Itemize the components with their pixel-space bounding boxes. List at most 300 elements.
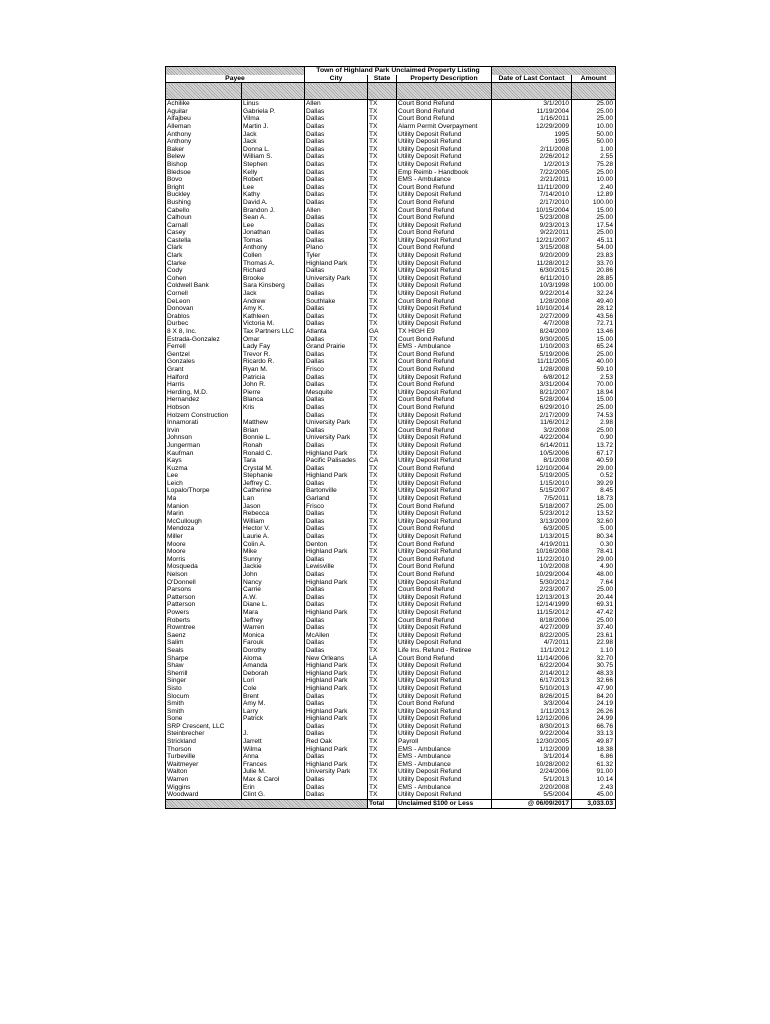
table-row — [166, 579, 616, 587]
amount-cell: 15.00 — [572, 396, 616, 404]
table-row — [166, 404, 616, 412]
amount-cell: 45.11 — [572, 237, 616, 245]
payee-first-name: Warren — [242, 624, 305, 632]
date-cell: 12/10/2004 — [492, 465, 572, 473]
state-cell: TX — [368, 169, 397, 177]
city-cell: Dallas — [305, 533, 368, 541]
payee-first-name: Blanca — [242, 396, 305, 404]
table-row — [166, 480, 616, 488]
payee-first-name: Amy K. — [242, 305, 305, 313]
payee-first-name: Aloma — [242, 655, 305, 663]
amount-cell: 66.76 — [572, 723, 616, 731]
description-cell: Court Bond Refund — [397, 404, 492, 412]
date-cell: 8/30/2013 — [492, 723, 572, 731]
state-cell: TX — [368, 396, 397, 404]
state-cell: TX — [368, 639, 397, 647]
amount-cell: 25.00 — [572, 427, 616, 435]
table-row — [166, 624, 616, 632]
state-cell: TX — [368, 533, 397, 541]
table-row — [166, 693, 616, 701]
state-cell: TX — [368, 115, 397, 123]
table-row — [166, 784, 616, 792]
state-cell: TX — [368, 768, 397, 776]
payee-last-name: Gentzel — [166, 351, 242, 359]
date-cell: 7/14/2010 — [492, 191, 572, 199]
payee-first-name: Lady Fay — [242, 343, 305, 351]
state-cell: TX — [368, 389, 397, 397]
table-row — [166, 290, 616, 298]
amount-cell: 13.46 — [572, 328, 616, 336]
amount-cell: 69.31 — [572, 601, 616, 609]
state-cell: TX — [368, 146, 397, 154]
date-cell: 1/12/2009 — [492, 746, 572, 754]
date-cell: 11/14/2006 — [492, 655, 572, 663]
payee-last-name: McCullough — [166, 518, 242, 526]
description-cell: Utility Deposit Refund — [397, 670, 492, 678]
state-cell: TX — [368, 510, 397, 518]
amount-cell: 65.24 — [572, 343, 616, 351]
city-cell: Dallas — [305, 161, 368, 169]
table-row — [166, 586, 616, 594]
table-row — [166, 320, 616, 328]
amount-cell: 33.70 — [572, 260, 616, 268]
description-cell: Utility Deposit Refund — [397, 723, 492, 731]
description-cell: Court Bond Refund — [397, 503, 492, 511]
state-cell: TX — [368, 404, 397, 412]
payee-last-name: Kuzma — [166, 465, 242, 473]
table-row — [166, 237, 616, 245]
payee-last-name: Cody — [166, 267, 242, 275]
state-cell: TX — [368, 746, 397, 754]
state-cell: TX — [368, 207, 397, 215]
city-cell: Dallas — [305, 525, 368, 533]
table-row — [166, 541, 616, 549]
table-row — [166, 730, 616, 738]
date-cell: 12/29/2009 — [492, 123, 572, 131]
payee-last-name: Saenz — [166, 632, 242, 640]
date-cell: 10/10/2014 — [492, 305, 572, 313]
date-cell: 5/1/2013 — [492, 776, 572, 784]
payee-first-name: Deborah — [242, 670, 305, 678]
city-cell: Dallas — [305, 336, 368, 344]
state-cell: TX — [368, 480, 397, 488]
description-cell: Court Bond Refund — [397, 199, 492, 207]
description-cell: Court Bond Refund — [397, 541, 492, 549]
payee-last-name: Cabello — [166, 207, 242, 215]
table-row — [166, 298, 616, 306]
payee-last-name: Leich — [166, 480, 242, 488]
payee-last-name: Turbeville — [166, 753, 242, 761]
table-row — [166, 685, 616, 693]
state-cell: TX — [368, 784, 397, 792]
state-cell: TX — [368, 374, 397, 382]
city-cell: Dallas — [305, 108, 368, 116]
payee-last-name: Steinbrecher — [166, 730, 242, 738]
total-label: Total — [368, 799, 397, 808]
table-row — [166, 655, 616, 663]
city-cell: Mesquite — [305, 389, 368, 397]
date-cell: 11/11/2009 — [492, 184, 572, 192]
date-cell: 1/11/2013 — [492, 708, 572, 716]
state-cell: TX — [368, 487, 397, 495]
city-cell: Highland Park — [305, 609, 368, 617]
city-cell: Dallas — [305, 427, 368, 435]
payee-first-name: Jackie — [242, 563, 305, 571]
payee-last-name: Sone — [166, 715, 242, 723]
table-row — [166, 282, 616, 290]
table-row — [166, 207, 616, 215]
payee-first-name: Matthew — [242, 419, 305, 427]
date-cell: 3/1/2014 — [492, 753, 572, 761]
state-cell: TX — [368, 647, 397, 655]
description-cell: Utility Deposit Refund — [397, 412, 492, 420]
payee-last-name: Patterson — [166, 594, 242, 602]
payee-first-name: Cole — [242, 685, 305, 693]
description-cell: Utility Deposit Refund — [397, 450, 492, 458]
state-cell: TX — [368, 412, 397, 420]
table-row — [166, 601, 616, 609]
header-state: State — [368, 75, 397, 83]
amount-cell: 32.70 — [572, 655, 616, 663]
state-cell: TX — [368, 434, 397, 442]
header-date: Date of Last Contact — [492, 75, 572, 83]
payee-first-name: Vilma — [242, 115, 305, 123]
city-cell: University Park — [305, 419, 368, 427]
date-cell: 5/30/2012 — [492, 579, 572, 587]
description-cell: Utility Deposit Refund — [397, 222, 492, 230]
payee-last-name: Achilike — [166, 100, 242, 108]
payee-first-name: Sean A. — [242, 214, 305, 222]
description-cell: Utility Deposit Refund — [397, 715, 492, 723]
title-spacer — [166, 67, 305, 75]
description-cell: Utility Deposit Refund — [397, 161, 492, 169]
state-cell: TX — [368, 450, 397, 458]
amount-cell: 25.00 — [572, 100, 616, 108]
payee-first-name: Ricardo R. — [242, 358, 305, 366]
city-cell: Dallas — [305, 791, 368, 799]
city-cell: Dallas — [305, 358, 368, 366]
amount-cell: 25.00 — [572, 214, 616, 222]
state-cell: TX — [368, 601, 397, 609]
description-cell: Court Bond Refund — [397, 244, 492, 252]
state-cell: TX — [368, 358, 397, 366]
state-cell: TX — [368, 214, 397, 222]
table-row — [166, 548, 616, 556]
state-cell: TX — [368, 305, 397, 313]
amount-cell: 1.00 — [572, 146, 616, 154]
payee-last-name: Walton — [166, 768, 242, 776]
payee-first-name: Jack — [242, 131, 305, 139]
amount-cell: 10.00 — [572, 123, 616, 131]
amount-cell: 18.94 — [572, 389, 616, 397]
date-cell: 9/22/2014 — [492, 290, 572, 298]
description-cell: Utility Deposit Refund — [397, 275, 492, 283]
city-cell: Dallas — [305, 282, 368, 290]
payee-first-name: Brandon J. — [242, 207, 305, 215]
state-cell: TX — [368, 548, 397, 556]
city-cell: Pacific Palisades — [305, 457, 368, 465]
payee-first-name: Sunny — [242, 556, 305, 564]
city-cell: Dallas — [305, 199, 368, 207]
state-cell: TX — [368, 556, 397, 564]
date-cell: 1995 — [492, 131, 572, 139]
payee-first-name: Jack — [242, 290, 305, 298]
date-cell: 2/20/2008 — [492, 784, 572, 792]
city-cell: New Orleans — [305, 655, 368, 663]
date-cell: 3/31/2004 — [492, 381, 572, 389]
date-cell: 8/26/2015 — [492, 693, 572, 701]
city-cell: Dallas — [305, 320, 368, 328]
payee-first-name: J. — [242, 730, 305, 738]
amount-cell: 50.00 — [572, 131, 616, 139]
payee-first-name: Trevor R. — [242, 351, 305, 359]
state-cell: GA — [368, 328, 397, 336]
date-cell: 9/20/2009 — [492, 252, 572, 260]
payee-last-name: Carnall — [166, 222, 242, 230]
table-row — [166, 700, 616, 708]
payee-last-name: Jungerman — [166, 442, 242, 450]
payee-last-name: Donovan — [166, 305, 242, 313]
city-cell: Dallas — [305, 290, 368, 298]
table-row — [166, 715, 616, 723]
date-cell: 12/14/1999 — [492, 601, 572, 609]
city-cell: Dallas — [305, 776, 368, 784]
payee-last-name: Hernandez — [166, 396, 242, 404]
table-row — [166, 450, 616, 458]
payee-first-name: Jonathan — [242, 229, 305, 237]
table-row — [166, 776, 616, 784]
date-cell: 7/5/2011 — [492, 495, 572, 503]
city-cell: Dallas — [305, 176, 368, 184]
date-cell: 11/28/2012 — [492, 260, 572, 268]
payee-last-name: Alfajbeu — [166, 115, 242, 123]
table-row — [166, 670, 616, 678]
description-cell: Utility Deposit Refund — [397, 138, 492, 146]
payee-last-name: Woodward — [166, 791, 242, 799]
description-cell: EMS - Ambulance — [397, 343, 492, 351]
description-cell: Utility Deposit Refund — [397, 457, 492, 465]
city-cell: Atlanta — [305, 328, 368, 336]
payee-last-name: Parsons — [166, 586, 242, 594]
payee-first-name: Donna L. — [242, 146, 305, 154]
payee-last-name: Kaufman — [166, 450, 242, 458]
table-row — [166, 495, 616, 503]
table-row — [166, 503, 616, 511]
amount-cell: 33.13 — [572, 730, 616, 738]
date-cell: 5/23/2012 — [492, 510, 572, 518]
description-cell: Utility Deposit Refund — [397, 237, 492, 245]
payee-first-name: Diane L. — [242, 601, 305, 609]
description-cell: Life Ins. Refund - Retiree — [397, 647, 492, 655]
description-cell: EMS - Ambulance — [397, 761, 492, 769]
city-cell: Allen — [305, 100, 368, 108]
table-row — [166, 222, 616, 230]
amount-cell: 67.17 — [572, 450, 616, 458]
description-cell: Utility Deposit Refund — [397, 191, 492, 199]
header-description: Property Description — [397, 75, 492, 83]
city-cell: Dallas — [305, 374, 368, 382]
city-cell: Southlake — [305, 298, 368, 306]
payee-last-name: Herding, M.D. — [166, 389, 242, 397]
city-cell: Highland Park — [305, 662, 368, 670]
date-cell: 10/15/2004 — [492, 207, 572, 215]
date-cell: 6/17/2013 — [492, 677, 572, 685]
payee-last-name: Sisto — [166, 685, 242, 693]
table-row — [166, 427, 616, 435]
amount-cell: 25.00 — [572, 404, 616, 412]
description-cell: Utility Deposit Refund — [397, 487, 492, 495]
state-cell: TX — [368, 252, 397, 260]
spacer-cell — [166, 83, 242, 100]
amount-cell: 29.00 — [572, 465, 616, 473]
description-cell: Court Bond Refund — [397, 351, 492, 359]
description-cell: Court Bond Refund — [397, 184, 492, 192]
table-row — [166, 487, 616, 495]
table-row — [166, 191, 616, 199]
date-cell: 6/14/2011 — [492, 442, 572, 450]
date-cell: 1/28/2008 — [492, 366, 572, 374]
payee-first-name: Kelly — [242, 169, 305, 177]
city-cell: Highland Park — [305, 746, 368, 754]
payee-last-name: Smith — [166, 700, 242, 708]
date-cell: 4/7/2011 — [492, 639, 572, 647]
table-row — [166, 381, 616, 389]
city-cell: Highland Park — [305, 685, 368, 693]
date-cell: 5/23/2008 — [492, 214, 572, 222]
table-row — [166, 791, 616, 799]
description-cell: Utility Deposit Refund — [397, 609, 492, 617]
payee-first-name: Mike — [242, 548, 305, 556]
description-cell: Utility Deposit Refund — [397, 320, 492, 328]
date-cell: 5/5/2004 — [492, 791, 572, 799]
amount-cell: 18.73 — [572, 495, 616, 503]
description-cell: Court Bond Refund — [397, 207, 492, 215]
payee-first-name: John R. — [242, 381, 305, 389]
amount-cell: 23.83 — [572, 252, 616, 260]
table-row — [166, 305, 616, 313]
state-cell: TX — [368, 503, 397, 511]
payee-first-name: Thomas A. — [242, 260, 305, 268]
state-cell: TX — [368, 753, 397, 761]
date-cell: 2/23/2007 — [492, 586, 572, 594]
city-cell: Highland Park — [305, 579, 368, 587]
state-cell: TX — [368, 541, 397, 549]
amount-cell: 5.00 — [572, 525, 616, 533]
city-cell: Denton — [305, 541, 368, 549]
amount-cell: 40.00 — [572, 358, 616, 366]
date-cell: 5/18/2007 — [492, 503, 572, 511]
state-cell: LA — [368, 655, 397, 663]
table-row — [166, 100, 616, 108]
amount-cell: 4.90 — [572, 563, 616, 571]
state-cell: TX — [368, 472, 397, 480]
description-cell: Utility Deposit Refund — [397, 131, 492, 139]
date-cell: 8/22/2005 — [492, 632, 572, 640]
city-cell: Highland Park — [305, 761, 368, 769]
payee-first-name: Sara Kinsberg — [242, 282, 305, 290]
city-cell: Dallas — [305, 237, 368, 245]
state-cell: TX — [368, 320, 397, 328]
state-cell: TX — [368, 693, 397, 701]
amount-cell: 13.72 — [572, 442, 616, 450]
city-cell: Dallas — [305, 693, 368, 701]
city-cell: Dallas — [305, 586, 368, 594]
amount-cell: 6.86 — [572, 753, 616, 761]
description-cell: Utility Deposit Refund — [397, 662, 492, 670]
state-cell: TX — [368, 617, 397, 625]
date-cell: 8/24/2009 — [492, 328, 572, 336]
state-cell: TX — [368, 229, 397, 237]
city-cell: Dallas — [305, 396, 368, 404]
payee-first-name: Stephen — [242, 161, 305, 169]
payee-first-name: Nancy — [242, 579, 305, 587]
description-cell: Utility Deposit Refund — [397, 677, 492, 685]
description-cell: Court Bond Refund — [397, 336, 492, 344]
description-cell: EMS - Ambulance — [397, 784, 492, 792]
amount-cell: 80.34 — [572, 533, 616, 541]
payee-last-name: Buckley — [166, 191, 242, 199]
date-cell: 9/23/2013 — [492, 222, 572, 230]
date-cell: 4/7/2008 — [492, 320, 572, 328]
payee-first-name: Laurie A. — [242, 533, 305, 541]
payee-first-name: Dorothy — [242, 647, 305, 655]
city-cell: Highland Park — [305, 715, 368, 723]
description-cell: Utility Deposit Refund — [397, 146, 492, 154]
city-cell: Dallas — [305, 700, 368, 708]
payee-last-name: Roberts — [166, 617, 242, 625]
description-cell: Court Bond Refund — [397, 115, 492, 123]
date-cell: 1/15/2010 — [492, 480, 572, 488]
city-cell: Dallas — [305, 465, 368, 473]
payee-first-name: Lori — [242, 677, 305, 685]
amount-cell: 20.86 — [572, 267, 616, 275]
date-cell: 3/13/2009 — [492, 518, 572, 526]
city-cell: Frisco — [305, 503, 368, 511]
payee-last-name: Hobson — [166, 404, 242, 412]
payee-last-name: Castella — [166, 237, 242, 245]
payee-first-name: Victoria M. — [242, 320, 305, 328]
state-cell: TX — [368, 381, 397, 389]
state-cell: TX — [368, 290, 397, 298]
description-cell: Utility Deposit Refund — [397, 419, 492, 427]
state-cell: TX — [368, 108, 397, 116]
payee-last-name: Belew — [166, 153, 242, 161]
payee-last-name: Wiggins — [166, 784, 242, 792]
table-row — [166, 336, 616, 344]
date-cell: 6/29/2010 — [492, 404, 572, 412]
state-cell: TX — [368, 730, 397, 738]
table-row — [166, 169, 616, 177]
description-cell: Utility Deposit Refund — [397, 601, 492, 609]
state-cell: TX — [368, 298, 397, 306]
table-row — [166, 412, 616, 420]
payee-first-name: Mara — [242, 609, 305, 617]
amount-cell: 15.00 — [572, 336, 616, 344]
date-cell: 2/14/2012 — [492, 670, 572, 678]
amount-cell: 24.99 — [572, 715, 616, 723]
table-row — [166, 677, 616, 685]
payee-last-name: Bushing — [166, 199, 242, 207]
city-cell: Grand Prairie — [305, 343, 368, 351]
city-cell: Dallas — [305, 624, 368, 632]
date-cell: 1/28/2008 — [492, 298, 572, 306]
payee-first-name: Gabriela P. — [242, 108, 305, 116]
title-row — [166, 67, 616, 75]
table-row — [166, 328, 616, 336]
payee-first-name: Brooke — [242, 275, 305, 283]
date-cell: 12/12/2006 — [492, 715, 572, 723]
payee-first-name: Anthony — [242, 244, 305, 252]
